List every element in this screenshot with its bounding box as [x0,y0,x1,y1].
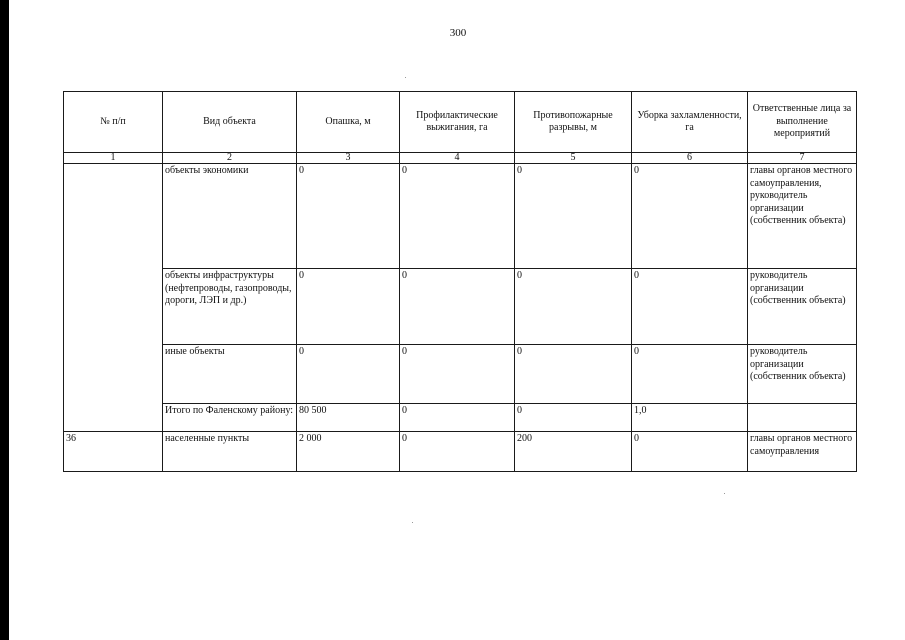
plowing-cell: 0 [297,164,400,269]
scan-speck [405,77,406,78]
header-preventive-burning: Профилактические выжигания, га [400,92,515,153]
cleanup-cell: 0 [632,345,748,404]
fire-breaks-cell: 0 [515,164,632,269]
header-fire-breaks: Противопожарные разрывы, м [515,92,632,153]
responsible-cell: руководитель организации (собственник объекта) [748,345,857,404]
scan-speck [412,522,413,523]
column-number: 4 [400,153,515,164]
table-row [64,345,857,404]
header-object-type: Вид объекта [163,92,297,153]
table-row [64,164,857,269]
burning-cell: 0 [400,164,515,269]
burning-cell: 0 [400,404,515,432]
column-number: 1 [64,153,163,164]
fire-breaks-cell: 0 [515,345,632,404]
cleanup-cell: 0 [632,164,748,269]
row-number-cell: 36 [64,432,163,472]
fire-breaks-cell: 0 [515,404,632,432]
total-label-cell: Итого по Фаленскому району: [163,404,297,432]
burning-cell: 0 [400,345,515,404]
column-number-row [64,153,857,164]
object-type-cell: иные объекты [163,345,297,404]
column-number: 7 [748,153,857,164]
burning-cell: 0 [400,432,515,472]
column-number: 2 [163,153,297,164]
column-number: 5 [515,153,632,164]
column-number: 6 [632,153,748,164]
cleanup-cell: 0 [632,269,748,345]
responsible-cell: главы органов местного самоуправления, руководитель организации (собственник объекта) [748,164,857,269]
burning-cell: 0 [400,269,515,345]
fire-breaks-cell: 200 [515,432,632,472]
header-row [64,92,857,153]
object-type-cell: объекты инфраструктуры (нефтепроводы, газопроводы, дороги, ЛЭП и др.) [163,269,297,345]
plowing-cell: 2 000 [297,432,400,472]
object-type-cell: населенные пункты [163,432,297,472]
column-number: 3 [297,153,400,164]
scan-edge-bar [0,0,9,640]
plowing-cell: 0 [297,345,400,404]
responsible-cell: главы органов местного самоуправления [748,432,857,472]
cleanup-cell: 1,0 [632,404,748,432]
total-row [64,404,857,432]
plowing-cell: 0 [297,269,400,345]
object-type-cell: объекты экономики [163,164,297,269]
measures-table [63,91,857,472]
scan-speck [724,493,725,494]
header-number: № п/п [64,92,163,153]
plowing-cell: 80 500 [297,404,400,432]
header-responsible: Ответственные лица за выполнение мероприятий [748,92,857,153]
table-row [64,269,857,345]
table-row [64,432,857,472]
header-plowing: Опашка, м [297,92,400,153]
fire-breaks-cell: 0 [515,269,632,345]
page-number: 300 [449,27,467,39]
responsible-cell: руководитель организации (собственник объекта) [748,269,857,345]
header-debris-cleanup: Уборка захламленности, га [632,92,748,153]
row-number-cell [64,164,163,432]
responsible-cell [748,404,857,432]
cleanup-cell: 0 [632,432,748,472]
